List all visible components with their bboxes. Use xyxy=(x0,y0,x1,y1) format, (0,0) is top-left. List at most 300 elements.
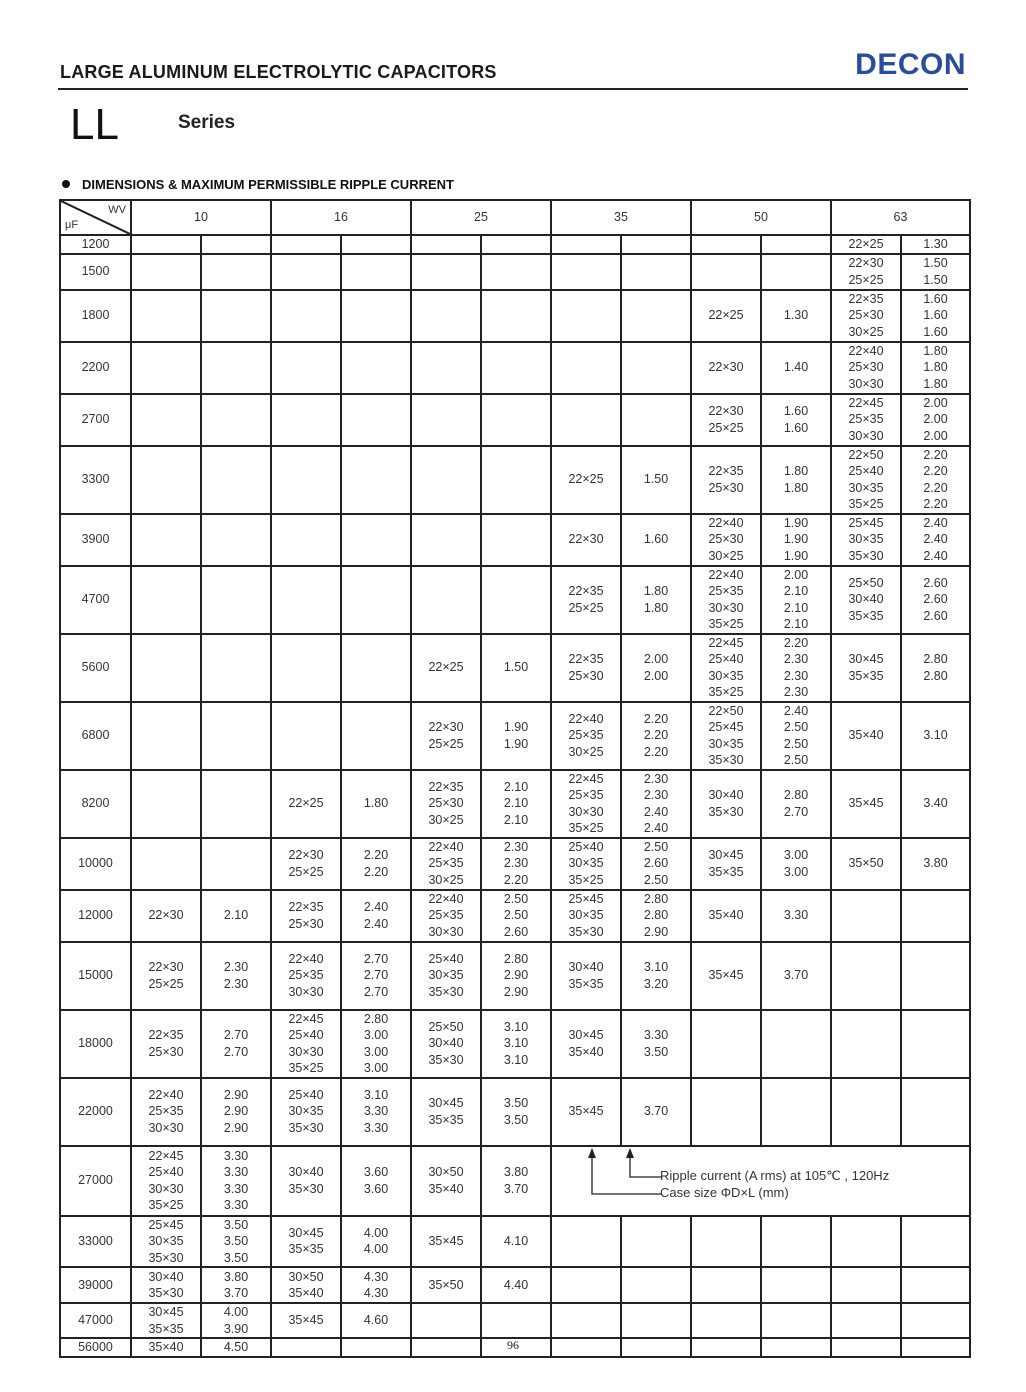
case-size: 22×45 xyxy=(148,1148,184,1163)
ripple-current-cell xyxy=(341,634,411,702)
ripple-current-cell xyxy=(901,290,970,342)
case-size-cell xyxy=(411,1267,481,1303)
legend-cell xyxy=(551,1146,970,1216)
case-size: 30×35 xyxy=(148,1234,184,1248)
case-size: 35×35 xyxy=(288,1242,324,1257)
case-size-cell xyxy=(411,1216,481,1268)
ripple-current: 2.50 xyxy=(783,736,809,751)
case-size-cell xyxy=(691,1078,761,1146)
case-size-cell xyxy=(271,235,341,254)
ripple-current: 2.60 xyxy=(643,856,669,871)
table-row xyxy=(60,235,970,254)
ripple-current: 4.10 xyxy=(503,1234,529,1248)
ripple-current: 2.40 xyxy=(923,515,948,530)
ripple-current-cell xyxy=(341,290,411,342)
case-size-cell xyxy=(551,890,621,942)
case-size-cell xyxy=(411,254,481,290)
case-size: 22×35 xyxy=(848,291,884,306)
ripple-current: 3.70 xyxy=(783,968,809,983)
ripple-current-cell xyxy=(481,634,551,702)
case-size: 25×30 xyxy=(288,916,324,931)
ripple-current-cell xyxy=(201,702,271,770)
ripple-current-cell xyxy=(901,235,970,254)
case-size-cell xyxy=(271,290,341,342)
ripple-current-cell xyxy=(481,1010,551,1078)
ripple-current: 1.90 xyxy=(783,515,809,530)
ripple-current: 3.10 xyxy=(643,960,669,974)
case-size: 25×45 xyxy=(708,720,744,734)
case-size-cell xyxy=(831,235,901,254)
case-size-cell xyxy=(271,770,341,838)
ripple-current-cell xyxy=(761,770,831,838)
case-size: 25×35 xyxy=(428,856,464,871)
ripple-current-cell xyxy=(201,235,271,254)
case-size: 25×40 xyxy=(848,464,884,478)
ripple-current-cell xyxy=(761,702,831,770)
case-size: 35×45 xyxy=(428,1234,464,1248)
case-size-cell xyxy=(271,566,341,634)
corner-cell xyxy=(60,200,131,235)
case-size: 25×30 xyxy=(848,360,884,375)
ripple-current: 3.30 xyxy=(643,1028,669,1042)
ripple-current: 2.60 xyxy=(923,592,948,607)
ripple-current: 2.20 xyxy=(783,635,809,650)
case-size-cell xyxy=(831,890,901,942)
case-size: 35×30 xyxy=(708,804,744,819)
case-size-cell xyxy=(131,1146,201,1216)
case-size-cell xyxy=(131,634,201,702)
case-size-cell xyxy=(691,1267,761,1303)
ripple-current-cell xyxy=(341,342,411,394)
case-size: 30×45 xyxy=(288,1225,324,1240)
ripple-current: 2.40 xyxy=(643,804,669,819)
ripple-current-cell xyxy=(341,566,411,634)
case-size-cell xyxy=(551,235,621,254)
ripple-current-cell xyxy=(481,290,551,342)
case-size-cell xyxy=(551,1267,621,1303)
uf-label: μF xyxy=(65,218,79,231)
ripple-current-cell xyxy=(621,634,691,702)
ripple-current-cell xyxy=(481,446,551,514)
case-size-cell xyxy=(551,770,621,838)
ripple-current-cell xyxy=(901,1010,970,1078)
case-size: 25×30 xyxy=(848,308,884,323)
ripple-current-cell xyxy=(201,1216,271,1268)
table-row xyxy=(60,702,970,770)
case-size: 25×35 xyxy=(288,968,324,983)
ripple-current: 2.50 xyxy=(643,839,669,854)
case-size: 25×35 xyxy=(428,908,464,923)
case-size: 22×30 xyxy=(288,848,324,862)
ripple-current-cell xyxy=(901,770,970,838)
case-size: 30×30 xyxy=(148,1120,184,1135)
ripple-current: 2.10 xyxy=(783,600,809,615)
case-size: 30×45 xyxy=(568,1028,604,1042)
case-size: 22×30 xyxy=(568,532,604,547)
case-size-cell xyxy=(551,446,621,514)
ripple-current-cell xyxy=(621,1216,691,1268)
ripple-current: 1.30 xyxy=(783,308,809,323)
table-row xyxy=(60,1146,970,1216)
table-row xyxy=(60,1078,970,1146)
table-row xyxy=(60,1010,970,1078)
case-size: 25×35 xyxy=(848,412,884,427)
case-size: 35×30 xyxy=(148,1250,184,1265)
ripple-current-cell xyxy=(621,446,691,514)
case-size-cell xyxy=(691,1216,761,1268)
case-size-cell xyxy=(691,514,761,566)
case-size-cell xyxy=(131,1078,201,1146)
ripple-current-cell xyxy=(341,702,411,770)
case-size: 22×25 xyxy=(288,796,324,811)
ripple-current: 2.70 xyxy=(363,968,389,983)
ripple-current: 2.70 xyxy=(363,984,389,999)
case-size: 22×25 xyxy=(568,472,604,487)
case-size: 30×35 xyxy=(848,480,884,495)
case-size: 30×40 xyxy=(148,1269,184,1284)
case-size: 30×30 xyxy=(708,600,744,615)
case-size: 25×45 xyxy=(148,1217,184,1232)
case-size-cell xyxy=(271,1303,341,1338)
case-size: 35×30 xyxy=(148,1286,184,1300)
case-size: 22×35 xyxy=(708,464,744,478)
case-size: 30×30 xyxy=(848,376,884,391)
ripple-current: 1.90 xyxy=(503,736,529,751)
case-size: 35×40 xyxy=(288,1286,324,1300)
ripple-current: 2.30 xyxy=(643,771,669,786)
case-size-cell xyxy=(551,514,621,566)
case-size-cell xyxy=(831,838,901,890)
case-size: 35×25 xyxy=(148,1198,184,1212)
case-size: 25×50 xyxy=(848,575,884,590)
case-size: 35×35 xyxy=(848,668,884,683)
case-size-cell xyxy=(131,702,201,770)
case-size: 30×30 xyxy=(848,428,884,443)
ripple-current: 3.60 xyxy=(363,1181,389,1196)
case-size-cell xyxy=(131,770,201,838)
capacitance-cell: 12000 xyxy=(60,890,131,942)
case-size: 35×30 xyxy=(428,1052,464,1067)
ripple-current: 2.30 xyxy=(503,839,529,854)
ripple-current: 2.20 xyxy=(923,497,948,511)
case-size-cell xyxy=(411,235,481,254)
case-size-cell xyxy=(691,770,761,838)
case-size-cell xyxy=(271,1146,341,1216)
ripple-current-cell xyxy=(341,770,411,838)
ripple-current: 2.20 xyxy=(643,744,669,759)
ripple-current-cell xyxy=(201,342,271,394)
ripple-current: 3.60 xyxy=(363,1165,389,1179)
voltage-header: 25 xyxy=(411,200,551,235)
case-size-cell xyxy=(411,394,481,446)
ripple-current: 2.10 xyxy=(503,796,529,811)
legend-case-text: Case size ΦD×L (mm) xyxy=(660,1184,789,1200)
case-size: 25×35 xyxy=(708,584,744,598)
table-row xyxy=(60,890,970,942)
ripple-current-cell xyxy=(481,394,551,446)
ripple-current: 2.70 xyxy=(223,1044,249,1059)
case-size-cell xyxy=(831,1010,901,1078)
ripple-current-cell xyxy=(481,514,551,566)
ripple-current: 3.30 xyxy=(363,1120,389,1135)
case-size: 35×50 xyxy=(848,856,884,871)
voltage-header: 63 xyxy=(831,200,970,235)
case-size-cell xyxy=(271,1010,341,1078)
case-size: 30×25 xyxy=(708,548,744,563)
ripple-current: 1.90 xyxy=(503,720,529,734)
case-size: 25×35 xyxy=(148,1104,184,1119)
ripple-current-cell xyxy=(761,1010,831,1078)
ripple-current: 2.30 xyxy=(643,788,669,802)
ripple-current: 2.30 xyxy=(783,668,809,683)
ripple-current-cell xyxy=(761,890,831,942)
ripple-current: 3.30 xyxy=(223,1165,249,1179)
ripple-current-cell xyxy=(901,1216,970,1268)
capacitance-cell: 1800 xyxy=(60,290,131,342)
case-size-cell xyxy=(131,514,201,566)
voltage-header: 50 xyxy=(691,200,831,235)
case-size-cell xyxy=(831,566,901,634)
case-size-cell xyxy=(131,942,201,1010)
case-size-cell xyxy=(551,702,621,770)
ripple-current: 3.30 xyxy=(223,1198,249,1212)
capacitance-cell: 6800 xyxy=(60,702,131,770)
case-size: 30×35 xyxy=(568,856,604,871)
case-size: 22×40 xyxy=(288,951,324,966)
case-size-cell xyxy=(411,1146,481,1216)
case-size-cell xyxy=(551,1078,621,1146)
case-size-cell xyxy=(131,342,201,394)
case-size: 25×40 xyxy=(148,1165,184,1179)
ripple-current-cell xyxy=(201,1010,271,1078)
case-size: 30×35 xyxy=(708,736,744,751)
ripple-current: 1.50 xyxy=(923,256,948,270)
case-size-cell xyxy=(271,702,341,770)
ripple-current-cell xyxy=(341,1216,411,1268)
ripple-current: 2.40 xyxy=(363,900,389,914)
case-size-cell xyxy=(691,394,761,446)
ripple-current-cell xyxy=(201,514,271,566)
case-size-cell xyxy=(131,1010,201,1078)
case-size: 35×25 xyxy=(568,821,604,835)
ripple-current: 3.30 xyxy=(223,1181,249,1196)
case-size-cell xyxy=(271,634,341,702)
ripple-current-cell xyxy=(901,1303,970,1338)
ripple-current: 1.30 xyxy=(923,237,948,251)
capacitance-cell: 56000 xyxy=(60,1338,131,1357)
case-size: 35×25 xyxy=(708,685,744,699)
case-size-cell xyxy=(691,702,761,770)
case-size: 35×30 xyxy=(708,753,744,767)
ripple-current: 2.10 xyxy=(223,908,249,923)
ripple-current: 2.20 xyxy=(923,447,948,462)
ripple-current-cell xyxy=(201,838,271,890)
ripple-current-cell xyxy=(761,942,831,1010)
case-size: 22×25 xyxy=(708,308,744,323)
case-size-cell xyxy=(691,838,761,890)
ripple-current: 2.00 xyxy=(923,395,948,410)
case-size-cell xyxy=(411,566,481,634)
ripple-current: 2.20 xyxy=(363,864,389,879)
bullet-icon xyxy=(62,180,70,188)
ripple-current: 3.70 xyxy=(503,1181,529,1196)
case-size: 25×30 xyxy=(428,796,464,811)
case-size-cell xyxy=(831,770,901,838)
case-size-cell xyxy=(411,342,481,394)
ripple-current-cell xyxy=(761,394,831,446)
case-size: 35×45 xyxy=(708,968,744,983)
ripple-current-cell xyxy=(481,838,551,890)
ripple-current-table xyxy=(59,199,971,1358)
ripple-current-cell xyxy=(901,942,970,1010)
ripple-current: 3.20 xyxy=(643,976,669,991)
case-size: 22×30 xyxy=(148,908,184,923)
ripple-current: 3.50 xyxy=(223,1250,249,1265)
ripple-current: 2.00 xyxy=(923,412,948,427)
ripple-current-cell xyxy=(901,890,970,942)
ripple-current: 2.90 xyxy=(223,1120,249,1135)
case-size: 25×30 xyxy=(148,1044,184,1059)
case-size: 35×40 xyxy=(428,1181,464,1196)
ripple-current: 4.00 xyxy=(223,1305,249,1319)
ripple-current-cell xyxy=(341,942,411,1010)
ripple-current: 3.50 xyxy=(503,1112,529,1127)
ripple-current-cell xyxy=(201,1078,271,1146)
case-size-cell xyxy=(411,634,481,702)
case-size-cell xyxy=(831,702,901,770)
ripple-current-cell xyxy=(201,290,271,342)
ripple-current-cell xyxy=(201,446,271,514)
case-size: 30×25 xyxy=(848,324,884,339)
ripple-current: 1.40 xyxy=(783,360,809,375)
case-size: 22×40 xyxy=(848,343,884,358)
ripple-current: 1.50 xyxy=(643,472,669,487)
case-size: 35×45 xyxy=(288,1313,324,1328)
ripple-current: 2.90 xyxy=(643,924,669,939)
ripple-current: 3.50 xyxy=(503,1096,529,1110)
case-size: 25×25 xyxy=(148,976,184,991)
ripple-current: 3.70 xyxy=(643,1104,669,1119)
table-row xyxy=(60,1216,970,1268)
table-row xyxy=(60,838,970,890)
case-size-cell xyxy=(131,838,201,890)
ripple-current-cell xyxy=(621,290,691,342)
ripple-current-cell xyxy=(901,1078,970,1146)
case-size: 35×30 xyxy=(848,548,884,563)
ripple-current-cell xyxy=(761,838,831,890)
case-size: 35×35 xyxy=(848,608,884,623)
ripple-current: 2.20 xyxy=(363,848,389,862)
case-size: 22×30 xyxy=(148,960,184,974)
case-size: 35×25 xyxy=(708,617,744,631)
series-code: LL xyxy=(70,100,119,149)
case-size: 25×25 xyxy=(428,736,464,751)
ripple-current: 2.50 xyxy=(643,872,669,887)
case-size: 25×30 xyxy=(708,480,744,495)
ripple-current: 2.50 xyxy=(783,753,809,767)
ripple-current: 2.80 xyxy=(923,652,948,666)
ripple-current: 1.80 xyxy=(923,360,948,375)
section-title: DIMENSIONS & MAXIMUM PERMISSIBLE RIPPLE CURRENT xyxy=(82,177,454,192)
case-size: 30×35 xyxy=(708,668,744,683)
case-size: 25×30 xyxy=(708,532,744,547)
case-size-cell xyxy=(551,566,621,634)
ripple-current-cell xyxy=(621,254,691,290)
case-size: 35×45 xyxy=(568,1104,604,1119)
case-size-cell xyxy=(691,942,761,1010)
legend-arrows xyxy=(552,1147,672,1215)
ripple-current: 3.90 xyxy=(223,1321,249,1336)
case-size-cell xyxy=(271,342,341,394)
ripple-current: 2.30 xyxy=(223,976,249,991)
table-row xyxy=(60,254,970,290)
case-size-cell xyxy=(691,566,761,634)
ripple-current-cell xyxy=(201,1146,271,1216)
case-size: 35×30 xyxy=(288,1120,324,1135)
ripple-current: 2.20 xyxy=(923,480,948,495)
case-size: 30×25 xyxy=(568,744,604,759)
case-size-cell xyxy=(691,342,761,394)
section-heading xyxy=(62,177,454,192)
ripple-current-cell xyxy=(621,235,691,254)
case-size-cell xyxy=(271,1216,341,1268)
case-size: 30×50 xyxy=(288,1269,324,1284)
case-size-cell xyxy=(551,1303,621,1338)
case-size: 22×25 xyxy=(848,237,884,251)
case-size: 22×45 xyxy=(288,1011,324,1026)
ripple-current-cell xyxy=(621,1010,691,1078)
case-size-cell xyxy=(551,290,621,342)
table-row xyxy=(60,342,970,394)
case-size: 22×25 xyxy=(428,660,464,675)
case-size-arrow-icon xyxy=(588,1148,596,1158)
case-size: 30×50 xyxy=(428,1165,464,1179)
ripple-current: 1.60 xyxy=(923,324,948,339)
case-size-cell xyxy=(691,1010,761,1078)
ripple-current-cell xyxy=(621,890,691,942)
ripple-current: 1.80 xyxy=(363,796,389,811)
case-size: 25×40 xyxy=(288,1028,324,1042)
wv-label: WV xyxy=(108,204,126,216)
case-size-cell xyxy=(271,394,341,446)
ripple-current: 1.80 xyxy=(783,480,809,495)
ripple-current-cell xyxy=(481,342,551,394)
ripple-current: 1.60 xyxy=(783,420,809,435)
ripple-current: 2.10 xyxy=(503,812,529,827)
case-size: 30×30 xyxy=(428,924,464,939)
voltage-header: 16 xyxy=(271,200,411,235)
ripple-current-cell xyxy=(201,1303,271,1338)
ripple-current: 2.90 xyxy=(223,1087,249,1102)
ripple-current-cell xyxy=(901,342,970,394)
ripple-current: 1.50 xyxy=(923,272,948,287)
ripple-current: 2.00 xyxy=(643,652,669,666)
ripple-current-cell xyxy=(481,702,551,770)
ripple-current: 3.50 xyxy=(643,1044,669,1059)
case-size-cell xyxy=(831,1216,901,1268)
ripple-current: 3.30 xyxy=(783,908,809,923)
ripple-current: 1.80 xyxy=(783,464,809,478)
case-size: 35×45 xyxy=(848,796,884,811)
ripple-current: 2.40 xyxy=(363,916,389,931)
ripple-current-cell xyxy=(341,254,411,290)
case-size: 35×35 xyxy=(428,1112,464,1127)
ripple-current: 2.30 xyxy=(503,856,529,871)
ripple-current-cell xyxy=(201,942,271,1010)
case-size-cell xyxy=(831,394,901,446)
ripple-current-cell xyxy=(761,514,831,566)
ripple-current-cell xyxy=(201,634,271,702)
